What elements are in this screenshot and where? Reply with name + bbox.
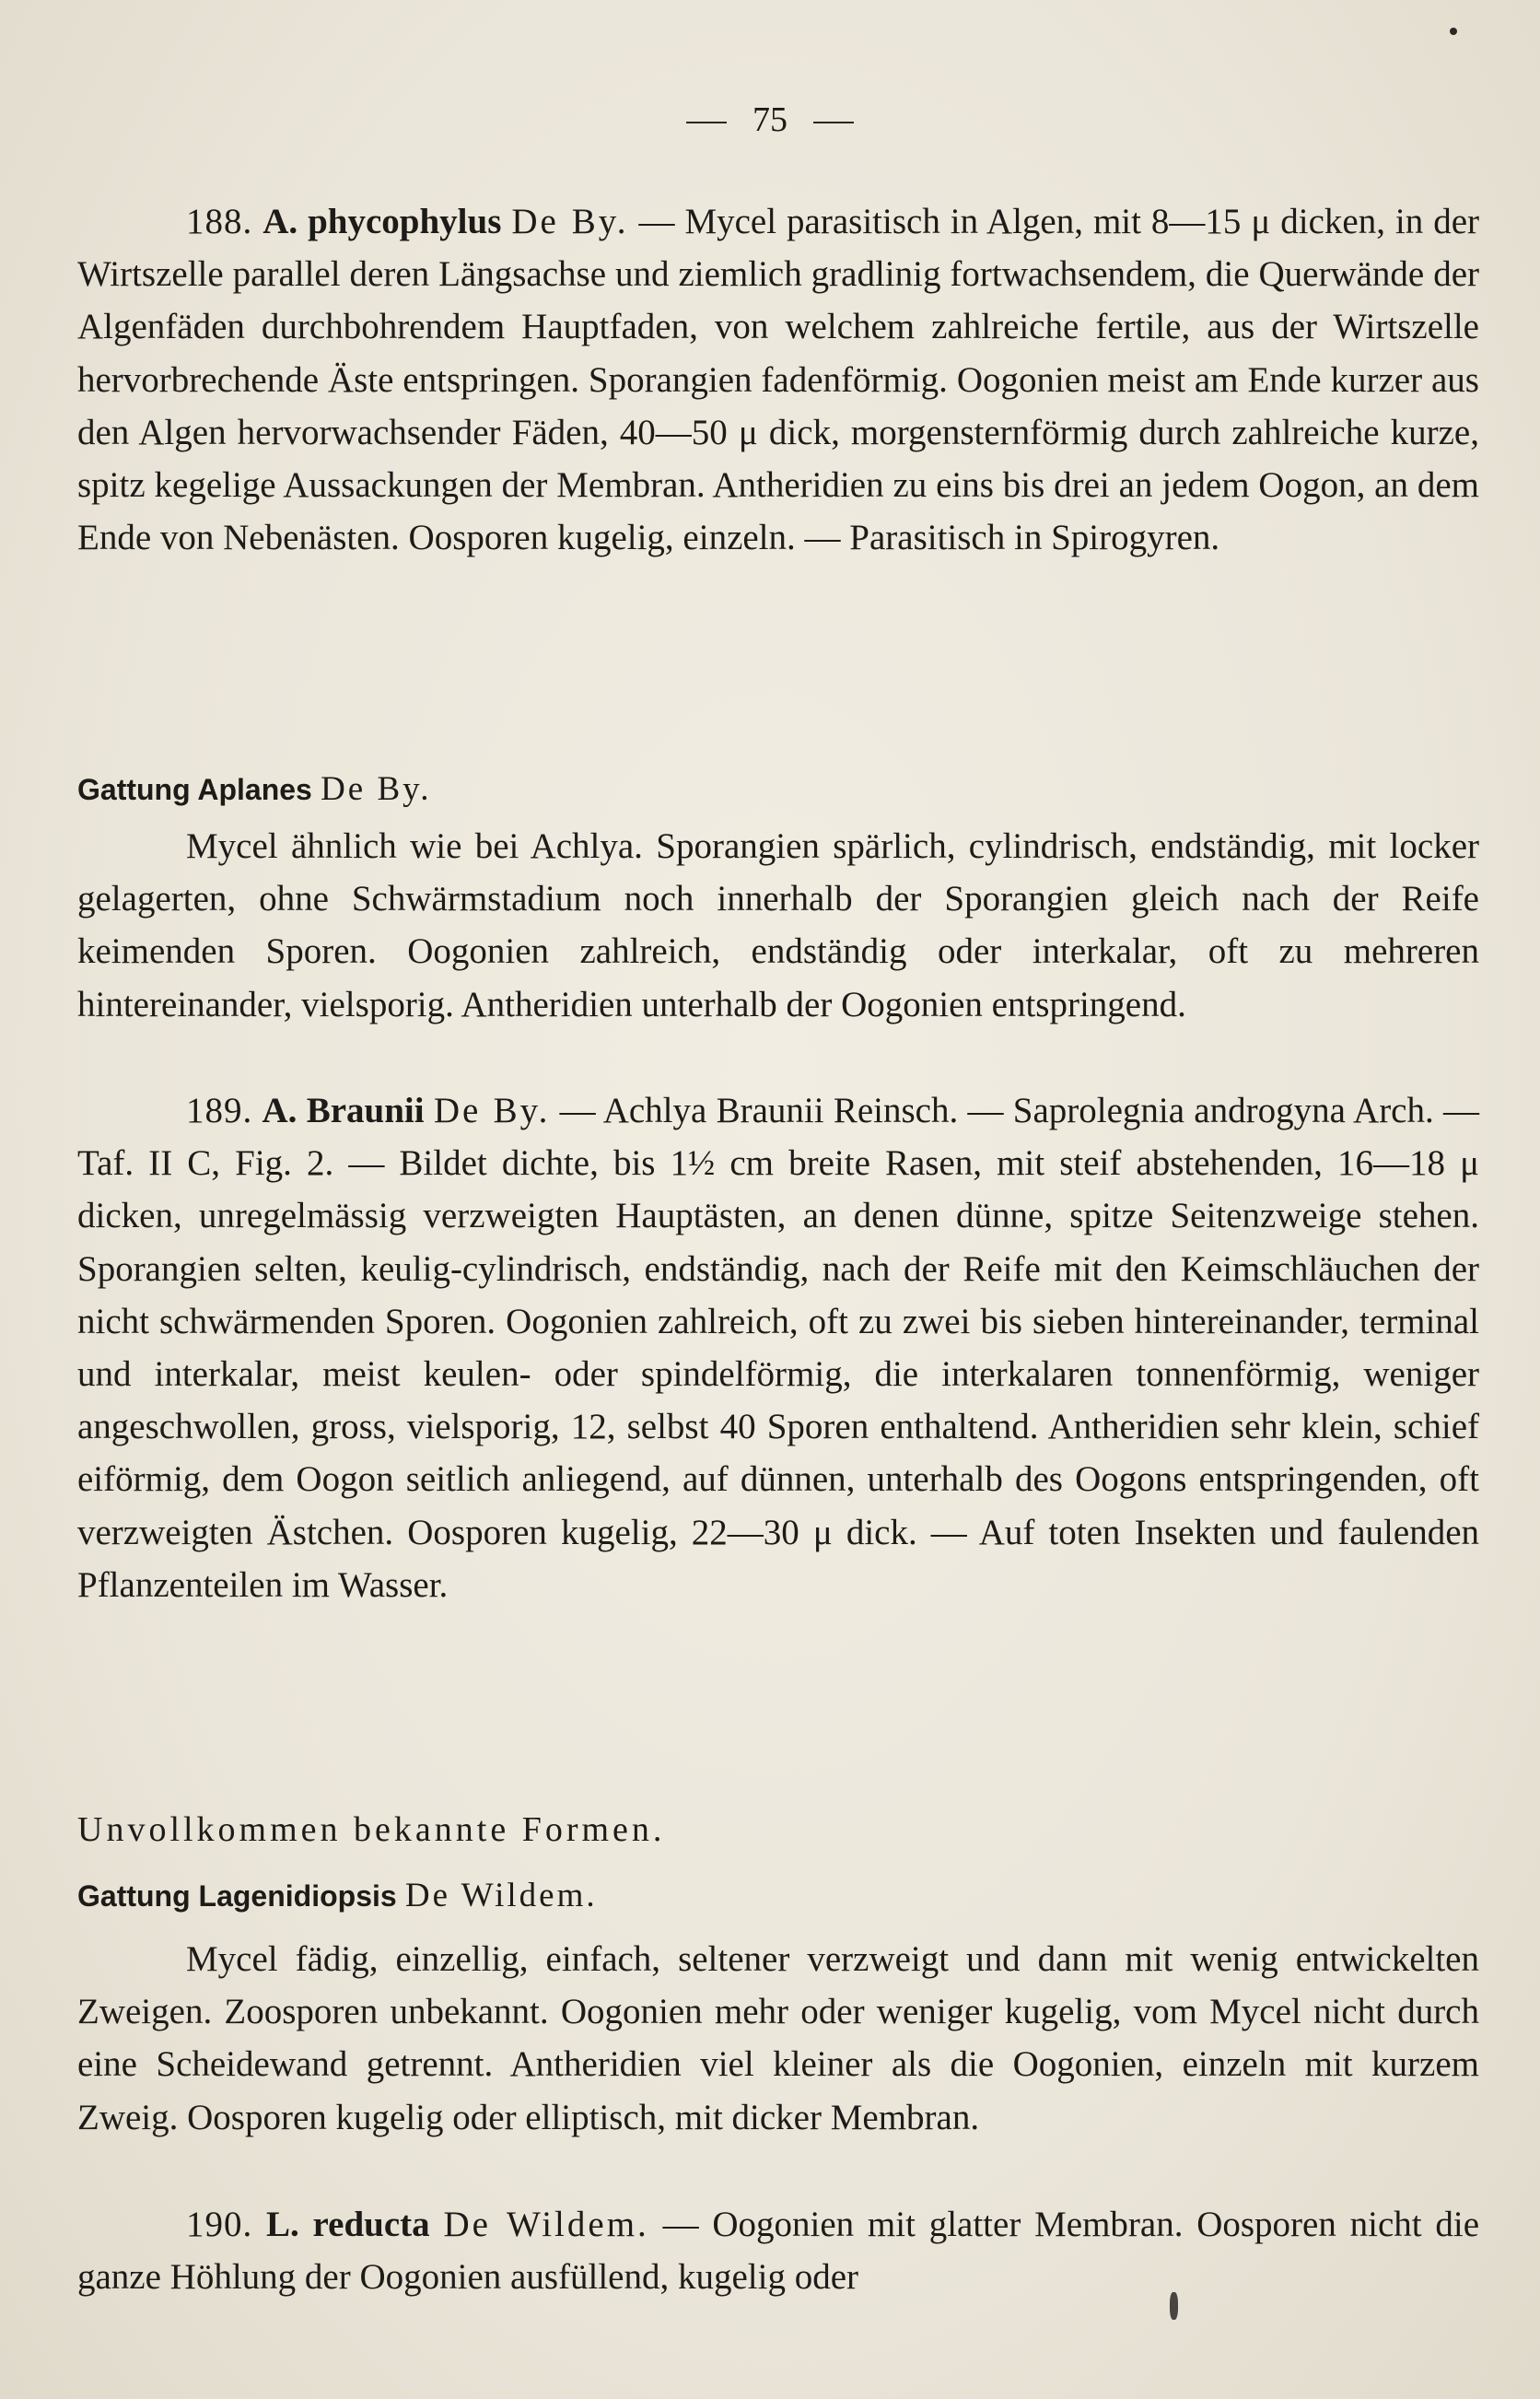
species-author: De By.: [511, 202, 629, 241]
genus-author: De By.: [321, 770, 432, 808]
entry-188: [77, 195, 1479, 564]
genus-description: Mycel fädig, einzellig, einfach, seltener verzweigt und dann mit wenig entwickelten Zweigen. Zoosporen unbekannt. Oogonien mehr oder weniger kugelig, vom Mycel nicht durch eine Scheidewand getrennt. Antheridien viel kleiner als die Oogonien, einzeln mit kurzem Zweig. Oosporen kugelig oder elliptisch, mit dicker Membran.: [77, 1939, 1479, 2137]
section-heading: [77, 1804, 1479, 1856]
entry-number: 190.: [186, 2205, 253, 2244]
species-author: De Wildem.: [443, 2205, 649, 2244]
genus-lagenidiopsis-description: [77, 1933, 1479, 2144]
genus-name: Gattung Aplanes: [77, 773, 312, 806]
species-name: L. reducta: [266, 2205, 430, 2244]
species-author: De By.: [433, 1091, 551, 1130]
species-name: A. phycophylus: [262, 202, 502, 241]
genus-aplanes-heading: [77, 763, 1479, 816]
entry-190: [77, 2198, 1479, 2303]
genus-lagenidiopsis-heading: [77, 1869, 1479, 1923]
speck-mark: [1450, 28, 1457, 35]
page-number: [0, 99, 1540, 140]
entry-189: [77, 1084, 1479, 1611]
genus-description: Mycel ähnlich wie bei Achlya. Sporangien spärlich, cylindrisch, endständig, mit locker gelagerten, ohne Schwärmstadium noch innerhalb der Sporangien gleich nach der Reife keimenden Sporen. Oogonien zahlreich, endständig oder interkalar, oft zu mehreren hintereinander, vielsporig. Antheridien unterhalb der Oogonien entspringend.: [77, 826, 1479, 1024]
species-description: — Mycel parasitisch in Algen, mit 8—15 μ dicken, in der Wirtszelle parallel deren Längsachse und ziemlich gradlinig fortwachsendem, die Querwände der Algenfäden durchbohrendem Hauptfaden, von welchem zahlreiche fertile, aus der Wirtszelle hervorbrechende Äste entspringen. Sporangien fadenförmig. Oogonien meist am Ende kurzer aus den Algen hervorwachsender Fäden, 40—50 μ dick, morgensternförmig durch zahlreiche kurze, spitz kegelige Aussackungen der Membran. Antheridien zu eins bis drei an jedem Oogon, an dem Ende von Nebenästen. Oosporen kugelig, einzeln. — Parasitisch in Spirogyren.: [77, 202, 1480, 558]
entry-number: 189.: [186, 1091, 253, 1130]
page-number-dash-left: [686, 122, 727, 123]
section-title: Unvollkommen bekannte Formen.: [77, 1810, 666, 1849]
page-number-dash-right: [813, 122, 854, 123]
genus-aplanes-description: [77, 820, 1479, 1031]
page-number-value: 75: [752, 100, 788, 139]
species-name: A. Braunii: [262, 1091, 425, 1130]
species-description: — Oogonien mit glatter Membran. Oosporen nicht die ganze Höhlung der Oogonien ausfüllend, kugelig oder: [77, 2205, 1480, 2298]
genus-author: De Wildem.: [404, 1877, 598, 1914]
entry-number: 188.: [186, 202, 253, 241]
genus-name: Gattung Lagenidiopsis: [77, 1879, 397, 1913]
species-description: — Achlya Braunii Reinsch. — Saprolegnia androgyna Arch. — Taf. II C, Fig. 2. — Bildet dichte, bis 1½ cm breite Rasen, mit steif abstehenden, 16—18 μ dicken, unregelmässig verzweigten Hauptästen, an denen dünne, spitze Seitenzweige stehen. Sporangien selten, keulig-cylindrisch, endständig, nach der Reife mit den Keimschläuchen der nicht schwärmenden Sporen. Oogonien zahlreich, oft zu zwei bis sieben hintereinander, terminal und interkalar, meist keulen- oder spindelförmig, die interkalaren tonnenförmig, weniger angeschwollen, gross, vielsporig, 12, selbst 40 Sporen enthaltend. Antheridien sehr klein, schief eiförmig, dem Oogon seitlich anliegend, auf dünnen, unterhalb des Oogons entspringenden, oft verzweigten Ästchen. Oosporen kugelig, 22—30 μ dick. — Auf toten Insekten und faulenden Pflanzenteilen im Wasser.: [77, 1091, 1479, 1605]
